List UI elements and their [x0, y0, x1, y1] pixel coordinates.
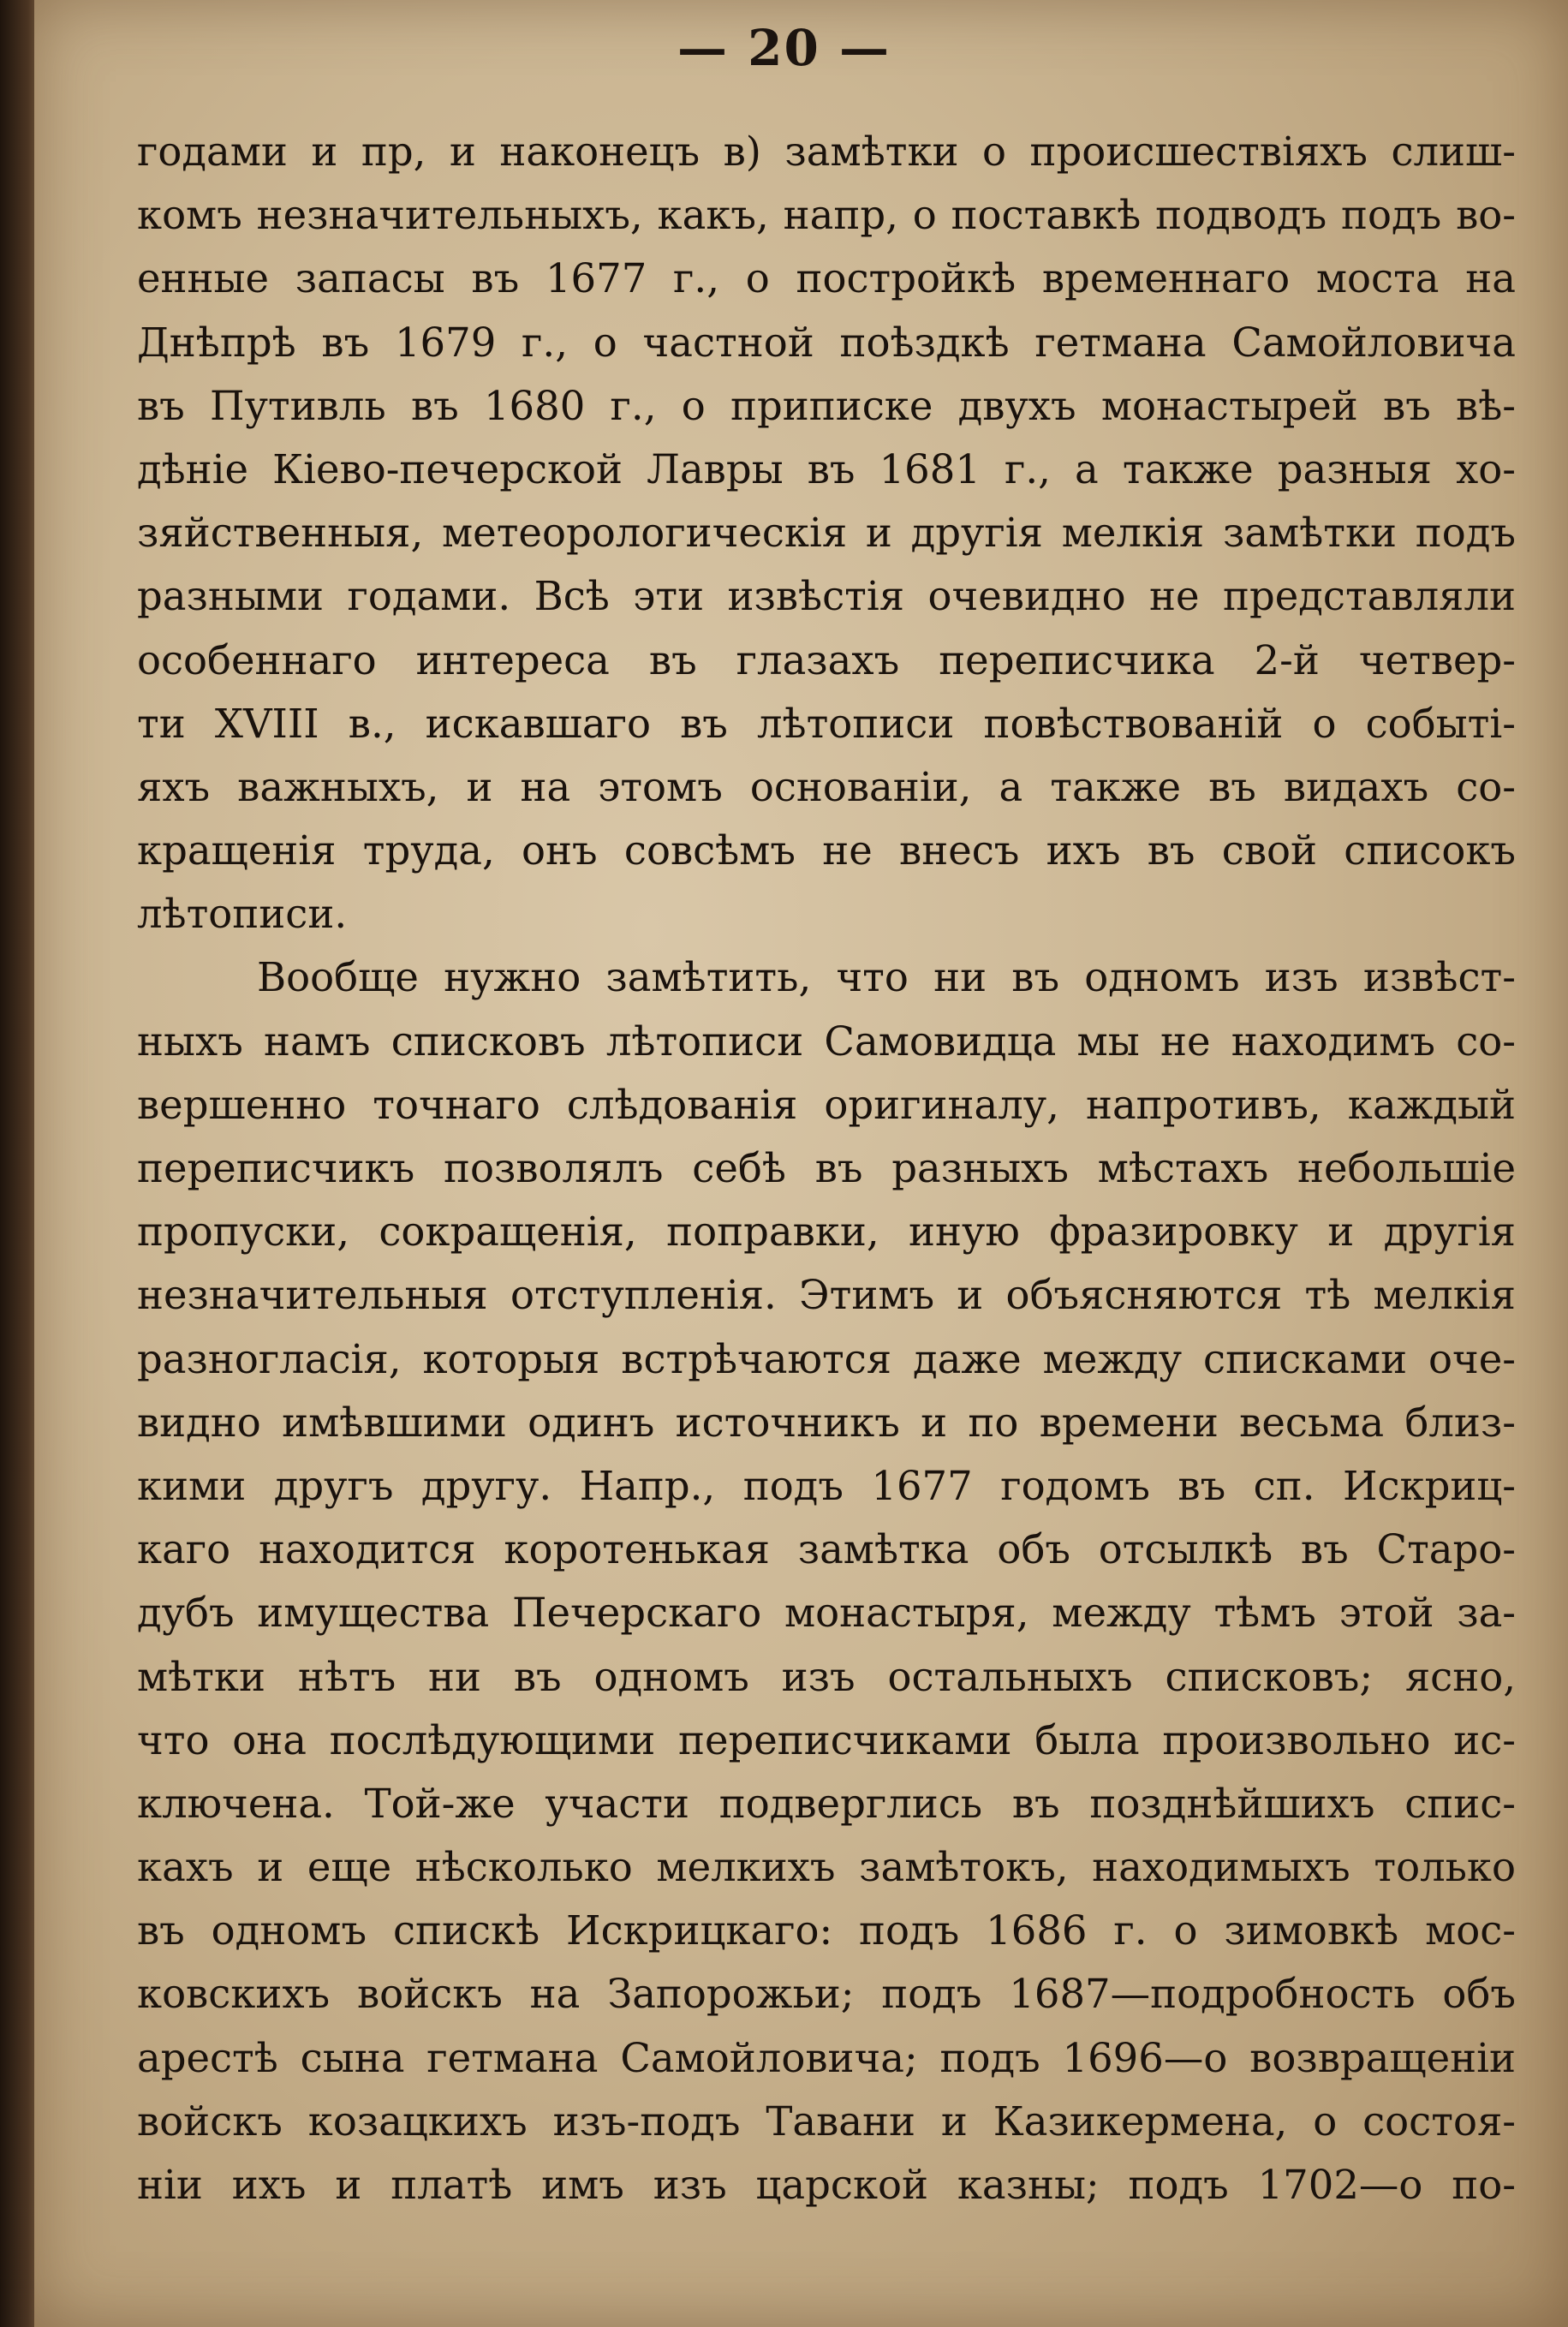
text-line: особеннаго интереса въ глазахъ переписчика 2-й четвер-: [137, 636, 1516, 683]
text-line: ти XVIII в., искавшаго въ лѣтописи повѣствованій о событі-: [137, 700, 1516, 747]
text-line: кахъ и еще нѣсколько мелкихъ замѣтокъ, находимыхъ только: [137, 1844, 1516, 1891]
text-line: переписчикъ позволялъ себѣ въ разныхъ мѣстахъ небольшіе: [137, 1145, 1516, 1191]
text-line: въ одномъ спискѣ Искрицкаго: подъ 1686 г. о зимовкѣ мос-: [137, 1907, 1516, 1954]
text-line: Вообще нужно замѣтить, что ни въ одномъ изъ извѣст-: [257, 954, 1516, 1001]
page-number: — 20 —: [677, 19, 891, 77]
text-line: дубъ имущества Печерскаго монастыря, между тѣмъ этой за-: [137, 1590, 1516, 1637]
text-line: кращенія труда, онъ совсѣмъ не внесъ ихъ въ свой списокъ: [137, 827, 1516, 874]
text-line: кими другъ другу. Напр., подъ 1677 годомъ въ сп. Искриц-: [137, 1462, 1516, 1509]
text-line: арестѣ сына гетмана Самойловича; подъ 1696—о возвращеніи: [137, 2034, 1516, 2081]
text-line: Днѣпрѣ въ 1679 г., о частной поѣздкѣ гетмана Самойловича: [137, 319, 1516, 366]
text-line: войскъ козацкихъ изъ-подъ Тавани и Казикермена, о состоя-: [137, 2097, 1516, 2145]
text-line: незначительныя отступленія. Этимъ и объясняются тѣ мелкія: [137, 1272, 1516, 1319]
body-text: [137, 120, 1516, 2217]
text-line: видно имѣвшими одинъ источникъ и по времени весьма близ-: [137, 1399, 1516, 1446]
text-line: ныхъ намъ списковъ лѣтописи Самовидца мы не находимъ со-: [137, 1017, 1516, 1065]
text-line: что она послѣдующими переписчиками была произвольно ис-: [137, 1716, 1516, 1763]
text-line: яхъ важныхъ, и на этомъ основаніи, а также въ видахъ со-: [137, 763, 1516, 810]
text-line: мѣтки нѣтъ ни въ одномъ изъ остальныхъ списковъ; ясно,: [137, 1653, 1516, 1700]
text-line: пропуски, сокращенія, поправки, иную фразировку и другія: [137, 1208, 1516, 1256]
text-line: вершенно точнаго слѣдованія оригиналу, напротивъ, каждый: [137, 1081, 1516, 1128]
text-line: лѣтописи.: [137, 891, 348, 938]
text-line: комъ незначительныхъ, какъ, напр, о поставкѣ подводъ подъ во-: [137, 192, 1516, 239]
text-line: разногласія, которыя встрѣчаются даже между списками оче-: [137, 1335, 1516, 1382]
text-line: енные запасы въ 1677 г., о постройкѣ временнаго моста на: [137, 255, 1516, 302]
text-line: ніи ихъ и платѣ имъ изъ царской казны; подъ 1702—о по-: [137, 2162, 1516, 2208]
text-line: дѣніе Кіево-печерской Лавры въ 1681 г., а также разныя хо-: [137, 445, 1516, 492]
text-line: ключена. Той-же участи подверглись въ позднѣйшихъ спис-: [137, 1780, 1516, 1827]
text-line: разными годами. Всѣ эти извѣстія очевидно не представляли: [137, 573, 1516, 620]
text-line: каго находится коротенькая замѣтка объ отсылкѣ въ Старо-: [137, 1526, 1516, 1573]
text-line: ковскихъ войскъ на Запорожьи; подъ 1687—подробность объ: [137, 1971, 1516, 2018]
text-line: зяйственныя, метеорологическія и другія мелкія замѣтки подъ: [137, 510, 1516, 557]
text-line: въ Путивль въ 1680 г., о приписке двухъ монастырей въ вѣ-: [137, 382, 1516, 429]
text-line: годами и пр, и наконецъ в) замѣтки о происшествіяхъ слиш-: [137, 128, 1516, 175]
